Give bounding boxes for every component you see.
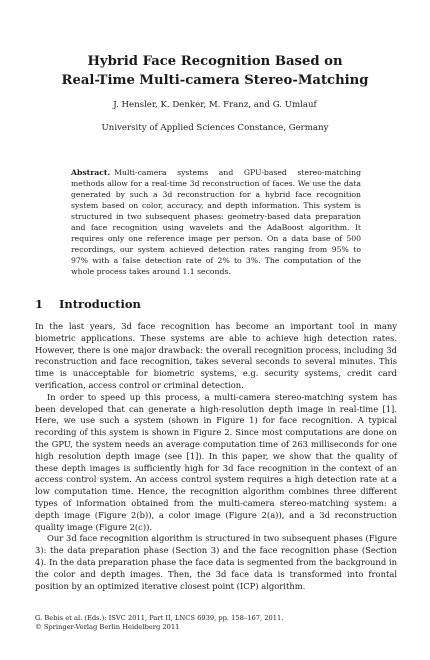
body-text (35, 321, 397, 592)
citation-line: G. Bebis et al. (Eds.): ISVC 2011, Part II, LNCS 6939, pp. 158–167, 2011. (35, 614, 284, 622)
section-number: 1 (35, 297, 44, 311)
section-heading (35, 297, 141, 311)
copyright-line: © Springer-Verlag Berlin Heidelberg 2011 (35, 623, 180, 631)
author-list: J. Hensler, K. Denker, M. Franz, and G. Umlauf (113, 100, 317, 110)
paper-title (40, 52, 390, 90)
abstract-text: Multi-camera systems and GPU-based stereo-matching methods allow for a real-time 3d reconstruction of faces. We use the data generated by such a 3d reconstruction for a hybrid face recognition system based on color, accuracy, and depth information. This system is structured in two subsequent phases: geometry-based data preparation and face recognition using wavelets and the AdaBoost algorithm. It requires only one reference image per person. On a data base of 500 recordings, our system achieved detection rates ranging from 95% to 97% with a false detection rate of 2% to 3%. The computation of the whole process takes around 1.1 seconds. (71, 168, 361, 276)
abstract-label: Abstract. (71, 168, 111, 177)
title-line-2: Real-Time Multi-camera Stereo-Matching (61, 73, 369, 88)
paragraph: In the last years, 3d face recognition has become an important tool in many biometric applications. These systems are able to achieve high detection rates. However, there is one major drawback: the overall recognition process, including 3d reconstruction and face recognition, takes several seconds to several minutes. This time is unacceptable for biometric systems, e.g. security systems, credit card verification, access control or criminal detection. (35, 321, 397, 390)
publication-footer (35, 614, 283, 632)
abstract (71, 167, 361, 277)
section-title: Introduction (59, 297, 141, 311)
paragraph: In order to speed up this process, a multi-camera stereo-matching system has been developed that can generate a high-resolution depth image in real-time [1]. Here, we use such a system (shown in Figure 1) for face recognition. A typical recording of this system is shown in Figure 2. Since most computations are done on the GPU, the system needs an average computation time of 263 milliseconds for one high resolution depth image (see [1]). In this paper, we show that the quality of these depth images is sufficiently high for 3d face recognition in the context of an access control system. An access control system requires a high detection rate at a low computation time. Hence, the recognition algorithm combines three different types of information obtained from the multi-camera stereo-matching system: a depth image (Figure 2(b)), a color image (Figure 2(a)), and a 3d reconstruction quality image (Figure 2(c)). (35, 391, 397, 532)
title-line-1: Hybrid Face Recognition Based on (87, 54, 343, 69)
paragraph: Our 3d face recognition algorithm is structured in two subsequent phases (Figure 3): the data preparation phase (Section 3) and the face recognition phase (Section 4). In the data preparation phase the face data is segmented from the background in the color and depth images. Then, the 3d face data is transformed into frontal position by an optimized iterative closest point (ICP) algorithm. (35, 533, 397, 591)
affiliation: University of Applied Sciences Constance, Germany (101, 123, 329, 133)
